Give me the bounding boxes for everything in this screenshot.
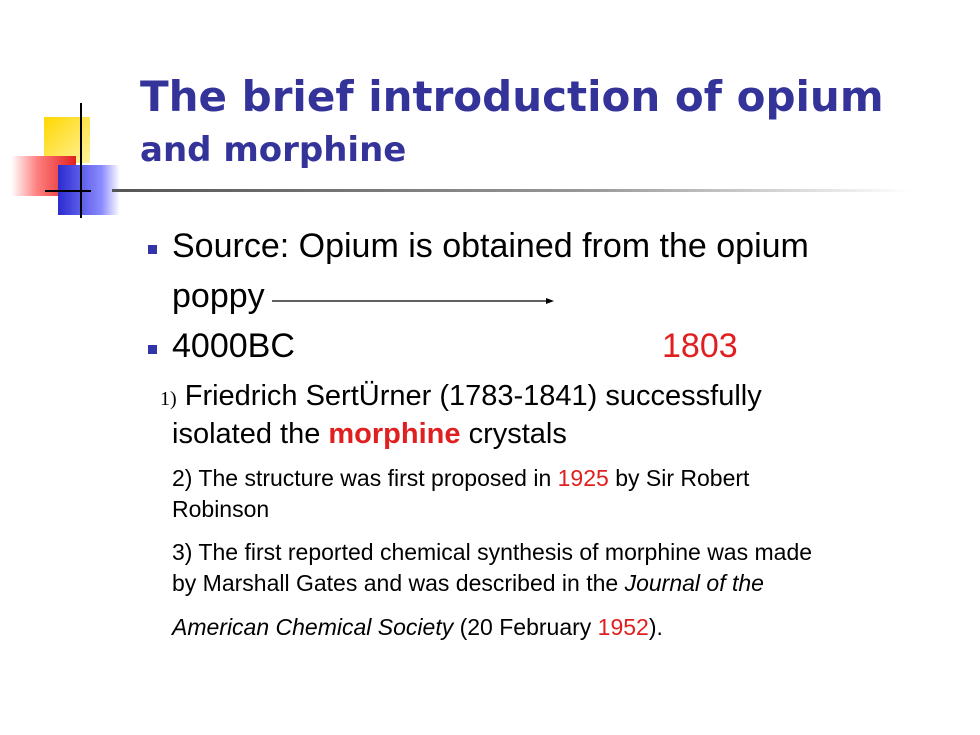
item1-text-b-pre: isolated the — [172, 418, 329, 450]
timeline-arrow-icon — [272, 295, 554, 307]
item2-line1 — [172, 465, 749, 492]
year-1925: 1925 — [557, 465, 609, 491]
item1-line1 — [160, 380, 762, 413]
item2-pre: 2) The structure was first proposed in — [172, 465, 558, 491]
item3-line3-post: ). — [648, 614, 663, 640]
slide-title-line2: and morphine — [140, 130, 407, 170]
decor-vertical-line — [80, 103, 82, 218]
journal-name-part2: American Chemical Society — [172, 614, 454, 640]
item3-line3 — [172, 614, 663, 641]
item2-line2: Robinson — [172, 496, 270, 522]
item3-line3-mid: (20 February — [453, 614, 598, 640]
source-text-line1: Source: Opium is obtained from the opium — [172, 227, 809, 265]
bullet-square-icon — [148, 245, 157, 254]
year-1952: 1952 — [597, 614, 649, 640]
date-4000bc: 4000BC — [172, 327, 295, 365]
item1-text-a: Friedrich SertÜrner (1783-1841) successfully — [176, 380, 762, 412]
item1-text-b-post: crystals — [460, 418, 567, 450]
date-1803: 1803 — [662, 327, 738, 365]
item1-number: 1) — [160, 388, 177, 410]
item3-line1: 3) The first reported chemical synthesis of morphine was made — [172, 539, 813, 565]
item3-line2-pre: by Marshall Gates and was described in the — [172, 570, 625, 596]
item3-line2 — [172, 570, 764, 597]
bullet-square-icon — [148, 345, 157, 354]
source-text-line2: poppy — [172, 277, 265, 315]
title-underline-rule — [112, 189, 912, 192]
journal-name-part1: Journal of the — [624, 570, 764, 596]
item1-line2 — [172, 418, 567, 451]
morphine-highlight: morphine — [328, 418, 461, 450]
item2-post: by Sir Robert — [608, 465, 750, 491]
decor-horizontal-line — [45, 190, 91, 192]
slide-title-line1: The brief introduction of opium — [140, 72, 884, 121]
